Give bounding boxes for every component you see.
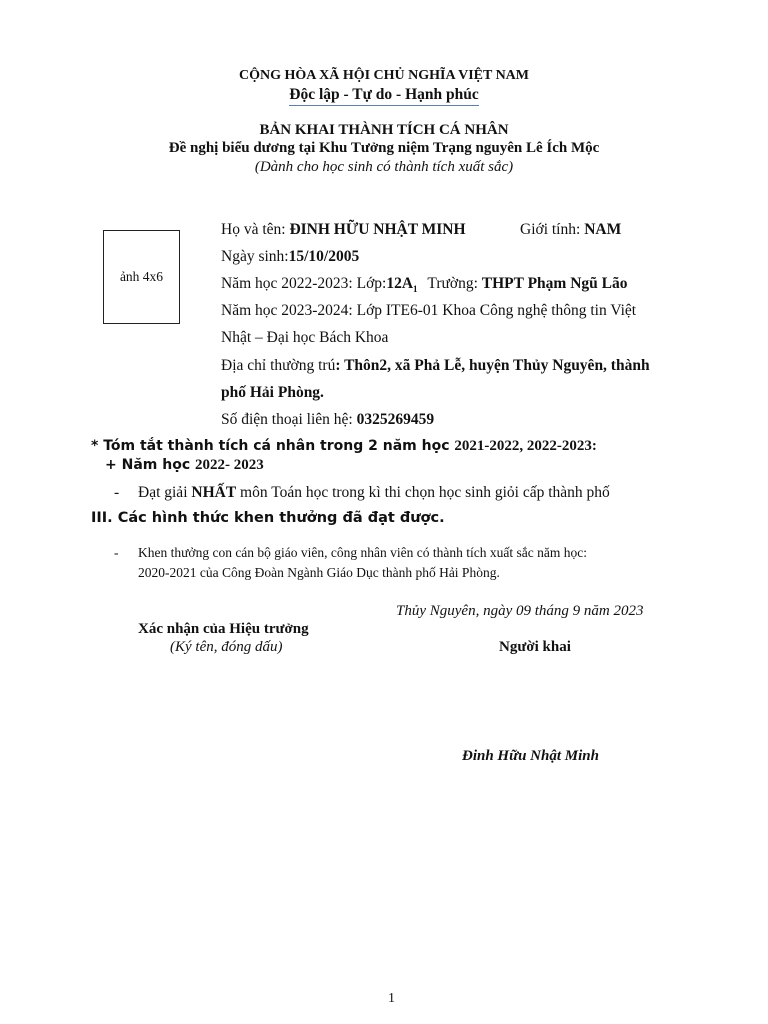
gender-value: NAM — [584, 221, 622, 238]
summary-item-pre: Đạt giải — [138, 484, 192, 501]
summary-heading — [91, 438, 597, 455]
address-row — [221, 357, 650, 375]
summary-item-dash: - — [114, 484, 120, 501]
address-line1: : Thôn2, xã Phả Lễ, huyện Thủy Nguyên, thành — [335, 357, 650, 374]
country-title: CỘNG HÒA XÃ HỘI CHỦ NGHĨA VIỆT NAM — [238, 68, 529, 83]
gender-label: Giới tính: — [520, 221, 585, 238]
principal-confirm: Xác nhận của Hiệu trưởng — [138, 621, 309, 637]
declarant-label: Người khai — [499, 639, 571, 655]
year2-line2: Nhật – Đại học Bách Khoa — [221, 329, 389, 346]
dob-value: 15/10/2005 — [288, 248, 360, 265]
year1-class-sub: 1 — [413, 284, 418, 295]
summary-item-post: môn Toán học trong kì thi chọn học sinh giỏi cấp thành phố — [236, 484, 610, 501]
year1-row — [221, 275, 627, 294]
motto-wrapper — [0, 86, 768, 104]
summary-item — [138, 484, 610, 502]
photo-label: ảnh 4x6 — [119, 269, 164, 284]
rewards-dash: - — [114, 545, 119, 560]
dob-label: Ngày sinh: — [221, 248, 289, 265]
summary-heading-prefix: * Tóm tắt thành tích cá nhân trong 2 năm học — [91, 438, 455, 454]
student-name: ĐINH HỮU NHẬT MINH — [289, 221, 466, 238]
year2-line1: Năm học 2023-2024: Lớp ITE6-01 Khoa Công nghệ thông tin Việt — [221, 302, 637, 319]
address-label: Địa chỉ thường trú — [221, 357, 336, 374]
address-line2: phố Hải Phòng. — [221, 384, 324, 401]
motto: Độc lập - Tự do - Hạnh phúc — [289, 86, 478, 106]
summary-year — [105, 457, 264, 474]
school-name: THPT Phạm Ngũ Lão — [481, 275, 628, 292]
summary-year-value: 2022- 2023 — [195, 457, 264, 473]
phone-row — [221, 411, 434, 429]
summary-item-bold: NHẤT — [191, 484, 237, 501]
summary-year-prefix: + Năm học — [105, 457, 195, 473]
name-row — [221, 221, 466, 239]
principal-note: (Ký tên, đóng dấu) — [170, 639, 283, 655]
declarant-name: Đinh Hữu Nhật Minh — [462, 748, 599, 764]
name-label: Họ và tên: — [221, 221, 290, 238]
photo-placeholder — [103, 230, 180, 324]
gender-row — [520, 221, 621, 239]
phone-label: Số điện thoại liên hệ: — [221, 411, 357, 428]
rewards-line1: Khen thưởng con cán bộ giáo viên, công nhân viên có thành tích xuất sắc năm học: — [138, 545, 587, 560]
document-subtitle: Đề nghị biểu dương tại Khu Tưởng niệm Trạng nguyên Lê Ích Mộc — [168, 140, 600, 156]
signing-date: Thủy Nguyên, ngày 09 tháng 9 năm 2023 — [396, 603, 644, 619]
year1-label: Năm học 2022-2023: Lớp: — [221, 275, 387, 292]
summary-heading-years: 2021-2022, 2022-2023 — [454, 438, 592, 454]
phone-value: 0325269459 — [356, 411, 435, 428]
rewards-heading: III. Các hình thức khen thưởng đã đạt được. — [91, 510, 445, 526]
document-note: (Dành cho học sinh có thành tích xuất sắc) — [254, 159, 514, 175]
school-label: Trường: — [427, 275, 482, 292]
page-number: 1 — [388, 991, 395, 1006]
document-title: BẢN KHAI THÀNH TÍCH CÁ NHÂN — [259, 122, 509, 138]
summary-heading-colon: : — [591, 438, 597, 454]
dob-row — [221, 248, 359, 266]
year1-class: 12A — [386, 275, 414, 292]
rewards-line2: 2020-2021 của Công Đoàn Ngành Giáo Dục thành phố Hải Phòng. — [138, 565, 500, 580]
